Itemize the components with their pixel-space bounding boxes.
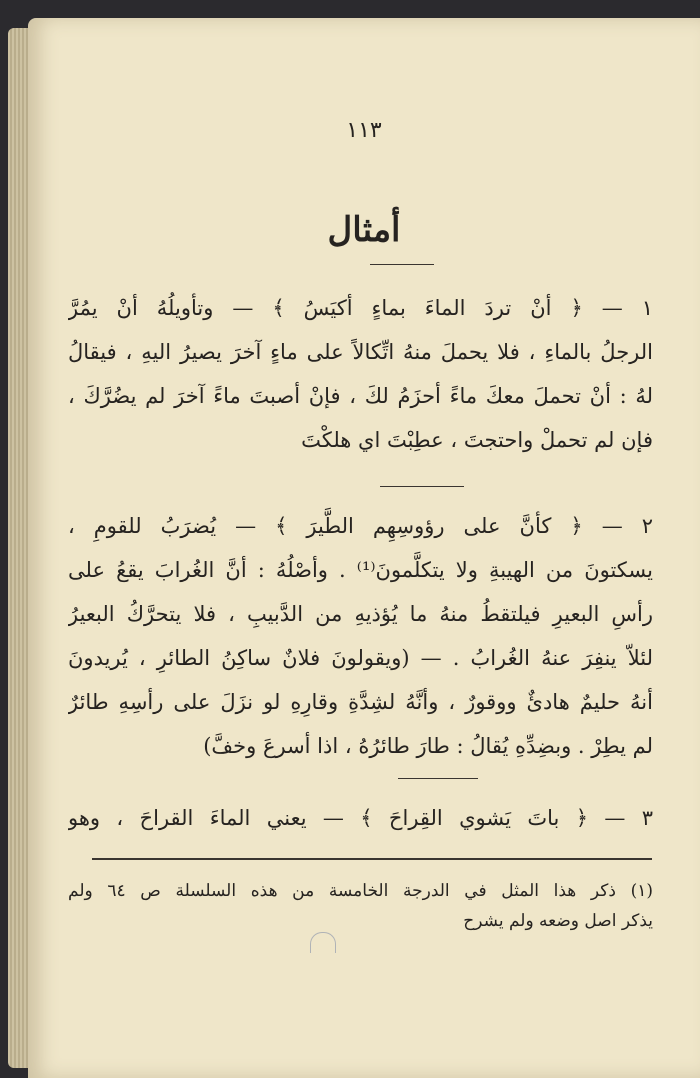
text-line: ١ — ﴿ أنْ تردَ الماءَ بماءٍ أكيَسُ ﴾ — وتأويلُهُ أنْ يمُرَّ [68,296,653,320]
entry-divider [380,486,464,487]
page-heading: أمثال [327,210,401,250]
text-line: لم يطِرْ . وبضِدِّهِ يُقالُ : طارَ طائرُهُ ، اذا أسرعَ وخفَّ) [203,734,653,758]
text-line: ٣ — ﴿ باتَ يَشوي القِراحَ ﴾ — يعني الماءَ القراحَ ، وهو [68,806,653,830]
text-line: يسكتونَ من الهيبةِ ولا يتكلَّمونَ⁽¹⁾ . وأصْلُهُ : أنَّ الغُرابَ يقعُ على [68,558,653,582]
footnote-line: (١) ذكر هذا المثل في الدرجة الخامسة من هذه السلسلة ص ٦٤ ولم [68,881,653,901]
text-line: الرجلُ بالماءِ ، فلا يحملَ منهُ اتِّكالاً على ماءٍ آخرَ يصيرُ اليهِ ، فيقالُ [68,340,653,364]
footnote-divider [92,858,652,860]
text-line: أنهُ حليمٌ هادئٌ ووقورٌ ، وأنَّهُ لشِدَّةِ وقارِهِ لو نزَلَ على رأسِهِ طائرٌ [68,690,653,714]
page-number: ١١٣ [346,118,382,143]
book-page [28,18,700,1078]
heading-divider [370,264,434,265]
pencil-mark [310,932,336,953]
footnote-line: يذكر اصل وضعه ولم يشرح [463,911,653,931]
footnote [68,876,653,936]
text-line: ٢ — ﴿ كأنَّ على رؤوسِهِم الطَّيرَ ﴾ — يُضرَبُ للقومِ ، [68,514,653,538]
text-line: لئلاّ ينفِرَ عنهُ الغُرابُ . — (ويقولونَ فلانٌ ساكِنُ الطائرِ ، يُريدونَ [68,646,653,670]
text-line: لهُ : أنْ تحملَ معكَ ماءً أحزَمُ لكَ ، فإنْ أصبتَ ماءً آخرَ لم يضُرَّكَ ، [68,384,653,408]
proverb-entry-1 [68,286,653,462]
text-line: رأسِ البعيرِ فيلتقطُ منهُ ما يُؤذيهِ من الدَّبيبِ ، فلا يتحرَّكُ البعيرُ [68,602,653,626]
text-line: فإن لم تحملْ واحتجتَ ، عطِبْتَ اي هلكْتَ [301,428,653,452]
entry-divider [398,778,478,779]
proverb-entry-2 [68,504,653,768]
proverb-entry-3 [68,796,653,840]
